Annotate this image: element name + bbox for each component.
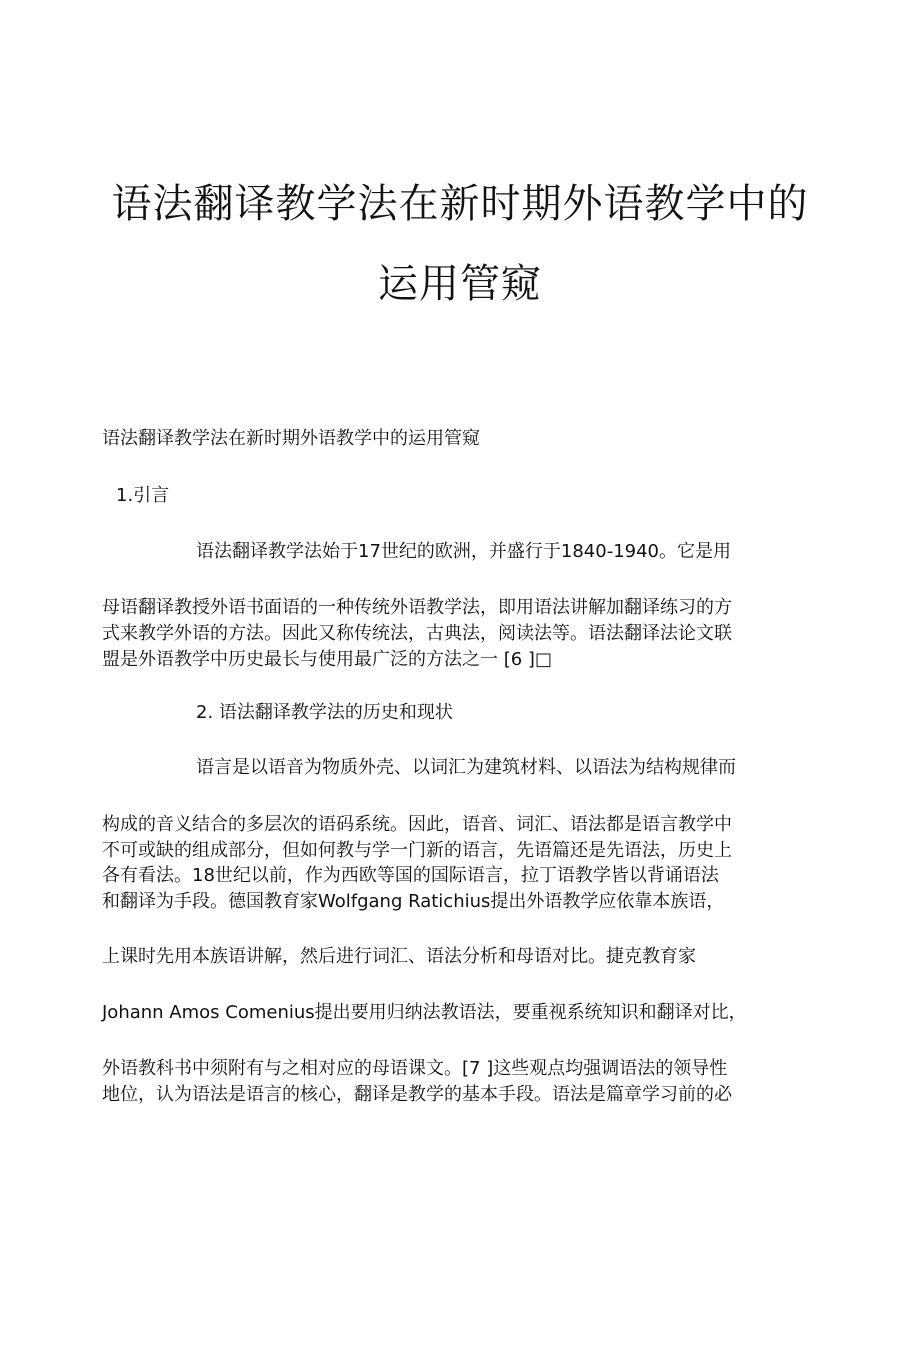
paragraph-2-line-9: 地位，认为语法是语言的核心，翻译是教学的基本手段。语法是篇章学习前的必 [102, 1084, 732, 1105]
section-1-heading: 1.引言 [116, 485, 170, 506]
paragraph-2-line-1: 语言是以语音为物质外壳、以词汇为建筑材料、以语法为结构规律而 [196, 757, 736, 778]
paragraph-1-line-2: 母语翻译教授外语书面语的一种传统外语教学法，即用语法讲解加翻译练习的方 [102, 597, 732, 618]
document-title-line-2: 运用管窥 [378, 261, 542, 307]
document-title-line-1: 语法翻译教学法在新时期外语教学中的 [111, 181, 809, 227]
paragraph-1-line-4: 盟是外语教学中历史最长与使用最广泛的方法之一 [6 ]□ [102, 649, 552, 670]
paragraph-1-line-1: 语法翻译教学法始于17世纪的欧洲，并盛行于1840-1940。它是用 [196, 541, 732, 562]
paragraph-1-line-3: 式来教学外语的方法。因此又称传统法，古典法，阅读法等。语法翻译法论文联 [102, 623, 732, 644]
paragraph-2-line-5: 和翻译为手段。德国教育家Wolfgang Ratichius提出外语教学应依靠本族语， [102, 891, 725, 912]
paragraph-2-line-7: Johann Amos Comenius提出要用归纳法教语法，要重视系统知识和翻译对比， [102, 1002, 747, 1023]
paragraph-2-line-8: 外语教科书中须附有与之相对应的母语课文。[7 ]这些观点均强调语法的领导性 [102, 1058, 728, 1079]
paragraph-2-line-4: 各有看法。18世纪以前，作为西欧等国的国际语言，拉丁语教学皆以背诵语法 [102, 865, 719, 886]
paragraph-2-line-2: 构成的音义结合的多层次的语码系统。因此，语音、词汇、语法都是语言教学中 [102, 814, 732, 835]
subtitle: 语法翻译教学法在新时期外语教学中的运用管窥 [102, 428, 480, 449]
paragraph-2-line-6: 上课时先用本族语讲解，然后进行词汇、语法分析和母语对比。捷克教育家 [102, 946, 696, 967]
section-2-heading: 2. 语法翻译教学法的历史和现状 [196, 702, 453, 723]
paragraph-2-line-3: 不可或缺的组成部分，但如何教与学一门新的语言，先语篇还是先语法，历史上 [102, 840, 732, 861]
